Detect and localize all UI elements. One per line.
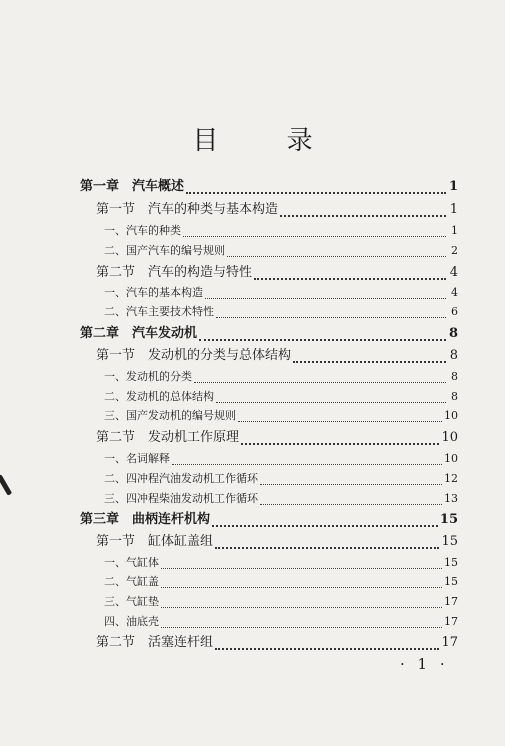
toc-section-entry [96,200,458,220]
toc-leader-dots [161,616,442,628]
toc-entry-page: 10 [444,409,458,422]
toc-leader-dots [186,180,446,194]
toc-entry-label: 一、汽车的种类 [104,224,181,237]
toc-leader-dots [227,245,446,257]
toc-entry-label: 一、名词解释 [104,452,170,465]
page-title: 目 录 [192,126,343,156]
toc-leader-dots [260,473,442,485]
toc-entry-page: 13 [444,492,458,505]
toc-section-entry [96,263,458,283]
toc-entry-label: 第一节 发动机的分类与总体结构 [96,348,292,363]
toc-subsection-entry [104,406,458,426]
toc-entry-page: 15 [439,512,458,527]
toc-section-entry [96,633,458,653]
toc-entry-label: 四、油底壳 [104,615,159,628]
toc-leader-dots [194,371,446,383]
toc-chapter-entry [80,324,458,344]
toc-leader-dots [216,391,446,403]
toc-section-entry [96,428,458,448]
toc-subsection-entry [104,387,458,407]
toc-entry-label: 二、气缸盖 [104,575,159,588]
toc-entry-page: 15 [444,556,458,569]
toc-subsection-entry [104,592,458,612]
toc-entry-page: 2 [451,244,458,257]
toc-entry-page: 4 [449,265,458,280]
toc-leader-dots [254,266,446,280]
toc-entry-page: 6 [451,305,458,318]
toc-leader-dots [238,410,442,422]
toc-leader-dots [215,636,439,650]
toc-entry-label: 二、发动机的总体结构 [104,390,214,403]
toc-leader-dots [199,327,446,341]
toc-entry-label: 三、四冲程柴油发动机工作循环 [104,492,258,505]
toc-subsection-entry [104,302,458,322]
toc-leader-dots [280,203,446,217]
toc-leader-dots [293,349,446,363]
toc-leader-dots [205,287,446,299]
toc-entry-label: 第二节 活塞连杆组 [96,635,214,650]
toc-subsection-entry [104,449,458,469]
toc-entry-label: 第一节 缸体缸盖组 [96,534,214,549]
toc-entry-label: 一、气缸体 [104,556,159,569]
toc-leader-dots [215,535,439,549]
toc-entry-page: 4 [451,286,458,299]
toc-section-entry [96,532,458,552]
toc-entry-page: 15 [444,575,458,588]
toc-leader-dots [216,306,446,318]
toc-entry-label: 第二章 汽车发动机 [80,326,198,341]
toc-entry-page: 17 [441,635,458,650]
toc-subsection-entry [104,283,458,303]
toc-entry-page: 17 [444,615,458,628]
toc-entry-label: 第一章 汽车概述 [80,179,185,194]
scan-smudge [0,474,12,496]
toc-entry-page: 15 [441,534,458,549]
toc-leader-dots [183,225,446,237]
toc-entry-page: 1 [451,224,458,237]
toc-entry-page: 8 [448,326,458,341]
toc-entry-page: 12 [444,472,458,485]
toc-subsection-entry [104,241,458,261]
toc-subsection-entry [104,367,458,387]
toc-leader-dots [241,431,439,445]
toc-leader-dots [172,453,442,465]
toc-chapter-entry [80,177,458,197]
toc-subsection-entry [104,489,458,509]
toc-subsection-entry [104,572,458,592]
toc-subsection-entry [104,612,458,632]
toc-entry-label: 三、气缸垫 [104,595,159,608]
toc-subsection-entry [104,553,458,573]
toc-entry-label: 二、国产汽车的编号规则 [104,244,225,257]
toc-entry-label: 二、四冲程汽油发动机工作循环 [104,472,258,485]
toc-leader-dots [161,557,442,569]
toc-entry-page: 1 [448,179,458,194]
toc-entry-label: 第一节 汽车的种类与基本构造 [96,202,279,217]
toc-leader-dots [161,596,442,608]
toc-entry-page: 8 [451,370,458,383]
toc-chapter-entry [80,510,458,530]
toc-entry-page: 8 [449,348,458,363]
toc-entry-page: 17 [444,595,458,608]
toc-subsection-entry [104,221,458,241]
toc-entry-page: 10 [441,430,458,445]
toc-entry-label: 一、发动机的分类 [104,370,192,383]
toc-subsection-entry [104,469,458,489]
toc-section-entry [96,346,458,366]
toc-leader-dots [161,576,442,588]
toc-leader-dots [260,493,442,505]
toc-leader-dots [212,513,438,527]
toc-entry-page: 1 [449,202,458,217]
toc-entry-page: 8 [451,390,458,403]
toc-entry-label: 一、汽车的基本构造 [104,286,203,299]
page-number: · 1 · [400,655,449,673]
toc-entry-label: 第二节 汽车的构造与特性 [96,265,253,280]
toc-entry-label: 三、国产发动机的编号规则 [104,409,236,422]
toc-entry-page: 10 [444,452,458,465]
toc-entry-label: 第二节 发动机工作原理 [96,430,240,445]
toc-entry-label: 二、汽车主要技术特性 [104,305,214,318]
toc-entry-label: 第三章 曲柄连杆机构 [80,512,211,527]
